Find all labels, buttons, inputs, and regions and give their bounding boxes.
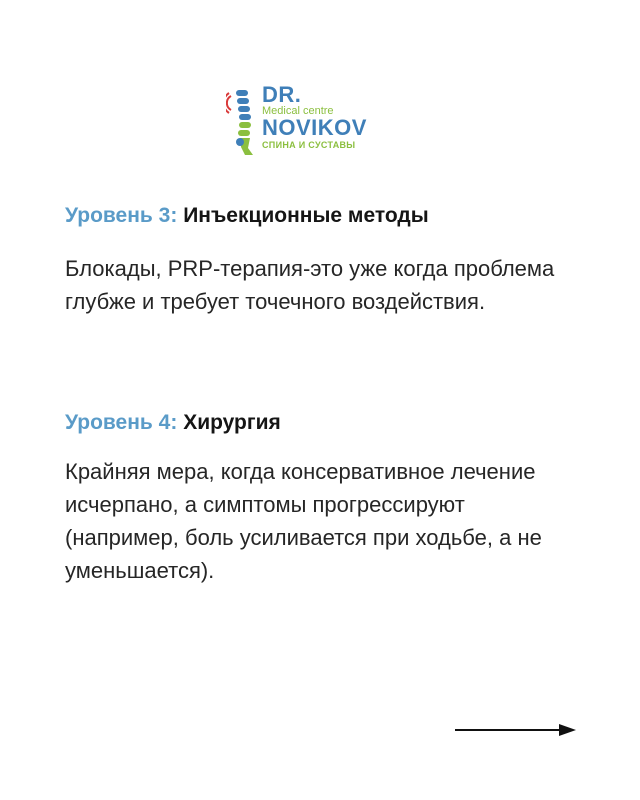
- section-heading-level-3: [65, 202, 429, 230]
- arrow-right-icon[interactable]: [455, 722, 577, 738]
- level-topic: Хирургия: [183, 411, 281, 434]
- level-label: Уровень 3:: [65, 204, 178, 227]
- level-label: Уровень 4:: [65, 411, 178, 434]
- logo-medical-centre-text: Medical centre: [262, 105, 334, 117]
- brand-logo: [226, 84, 376, 156]
- logo-novikov-text: NOVIKOV: [262, 115, 367, 140]
- level-topic: Инъекционные методы: [183, 204, 429, 227]
- section-text-level-3: Блокады, PRP-терапия-это уже когда проблема глубже и требует точечного воздействия.: [65, 256, 555, 314]
- logo-subtitle-text: СПИНА И СУСТАВЫ: [262, 140, 356, 150]
- section-text-level-4: Крайняя мера, когда консервативное лечение исчерпано, а симптомы прогрессируют (например, боль усиливается при ходьбе, а не уменьшается).: [65, 459, 542, 583]
- logo-dr-text: DR.: [262, 82, 302, 107]
- spine-icon: [226, 84, 260, 156]
- section-heading-level-4: [65, 409, 281, 437]
